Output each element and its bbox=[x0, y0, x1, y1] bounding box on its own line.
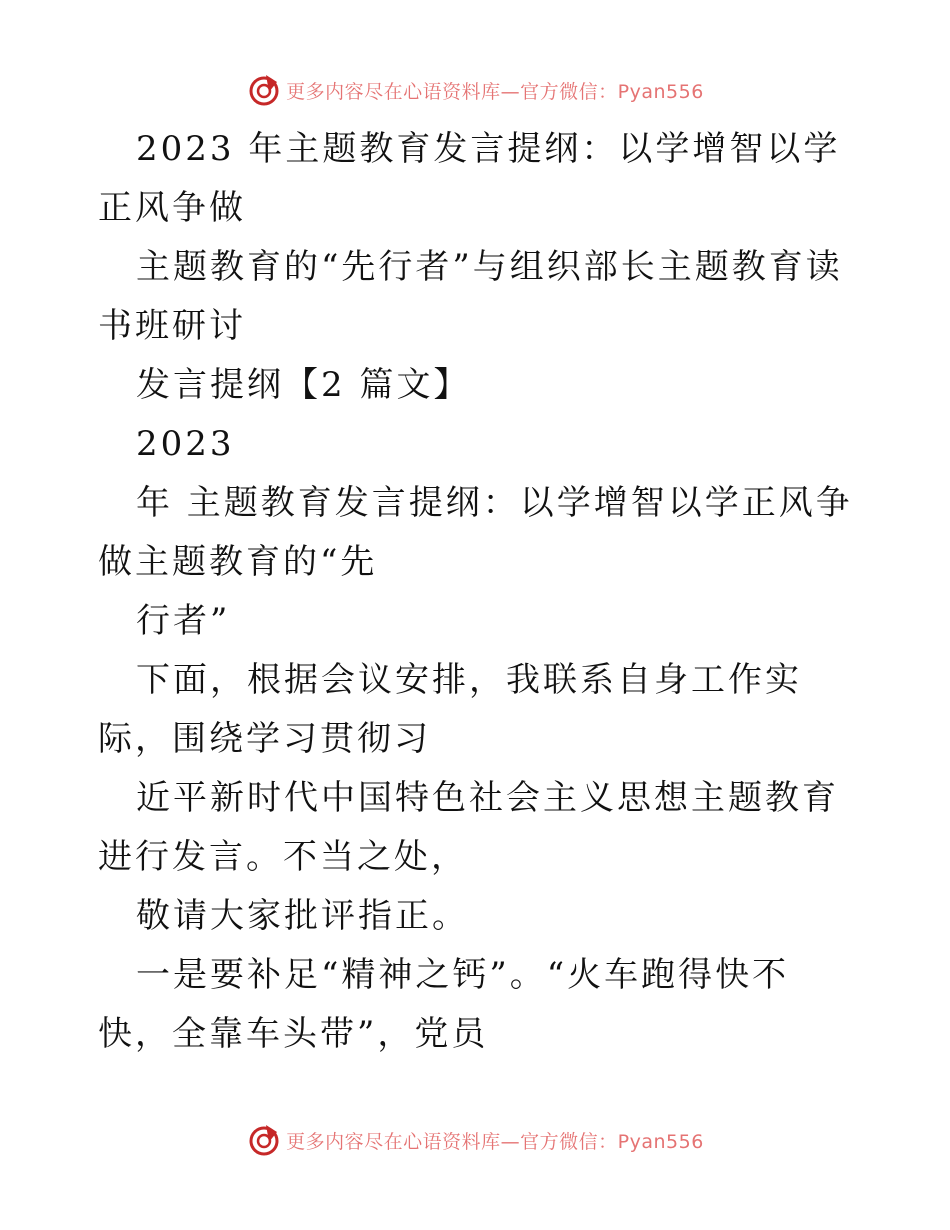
paragraph: 发言提纲【2 篇文】 bbox=[136, 365, 471, 405]
brand-logo-icon bbox=[246, 1122, 282, 1158]
header-banner bbox=[0, 70, 950, 110]
paragraph: 近平新时代中国特色社会主义思想主题教育进行发言。不当之处， bbox=[98, 778, 839, 877]
paragraph: 2023 年主题教育发言提纲：以学增智以学正风争做 bbox=[98, 129, 841, 228]
footer-banner bbox=[0, 1120, 950, 1160]
paragraph: 2023 bbox=[136, 424, 235, 464]
paragraph: 下面，根据会议安排，我联系自身工作实际，围绕学习贯彻习 bbox=[98, 660, 802, 759]
header-banner-text: 更多内容尽在心语资料库—官方微信：Pyan556 bbox=[286, 80, 704, 103]
footer-banner-text: 更多内容尽在心语资料库—官方微信：Pyan556 bbox=[286, 1130, 704, 1153]
paragraph: 一是要补足“精神之钙”。“火车跑得快不快，全靠车头带”，党员 bbox=[98, 955, 790, 1054]
paragraph: 主题教育的“先行者”与组织部长主题教育读书班研讨 bbox=[98, 247, 843, 346]
paragraph: 敬请大家批评指正。 bbox=[136, 896, 469, 936]
brand-logo-icon bbox=[246, 72, 282, 108]
document-body bbox=[98, 120, 858, 1064]
paragraph: 年 主题教育发言提纲：以学增智以学正风争做主题教育的“先 bbox=[98, 483, 853, 582]
paragraph: 行者” bbox=[136, 601, 231, 641]
